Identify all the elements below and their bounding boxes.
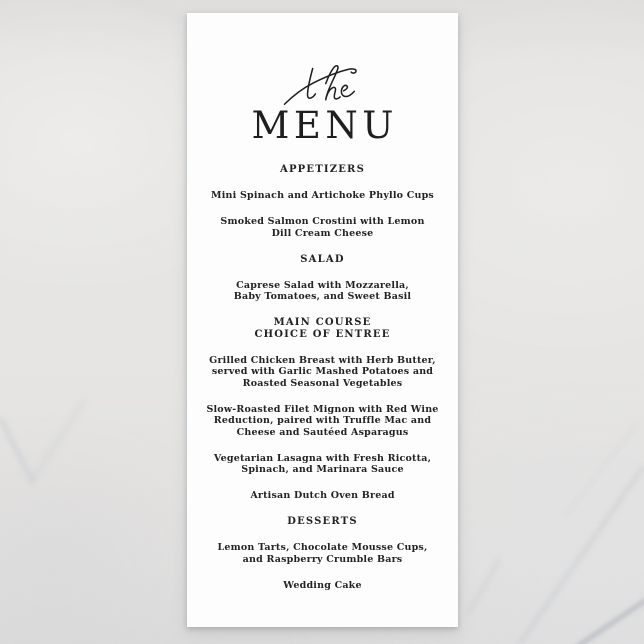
menu-item: Grilled Chicken Breast with Herb Butter, served with Garlic Mashed Potatoes and Roasted Seasonal Vegetables — [209, 354, 436, 389]
marble-vein — [0, 417, 35, 484]
menu-section-heading: MAIN COURSE CHOICE OF ENTREE — [254, 317, 391, 340]
menu-section-heading: SALAD — [300, 253, 345, 265]
marble-vein — [518, 464, 644, 644]
menu-section — [187, 164, 458, 239]
menu-body — [187, 164, 458, 591]
marble-vein — [467, 558, 502, 615]
menu-item: Lemon Tarts, Chocolate Mousse Cups, and Raspberry Crumble Bars — [217, 542, 428, 565]
menu-item: Smoked Salmon Crostini with Lemon Dill Cream Cheese — [220, 216, 425, 239]
marble-vein — [562, 423, 637, 519]
menu-title: MENU — [251, 104, 398, 147]
menu-item: Caprese Salad with Mozzarella, Baby Tomatoes, and Sweet Basil — [233, 279, 412, 302]
menu-section-heading: APPETIZERS — [280, 164, 365, 175]
menu-section-heading: DESSERTS — [287, 516, 358, 527]
menu-item: Vegetarian Lasagna with Fresh Ricotta, Spinach, and Marinara Sauce — [213, 452, 432, 475]
menu-section — [187, 516, 458, 591]
menu-item: Slow-Roasted Filet Mignon with Red Wine Reduction, paired with Truffle Mac and Cheese and Sautéed Asparagus — [206, 403, 439, 438]
menu-section — [187, 317, 458, 502]
menu-section — [187, 254, 458, 303]
marble-vein — [29, 398, 87, 484]
menu-card — [187, 13, 458, 627]
marble-vein — [574, 593, 644, 644]
title-script-the — [278, 63, 368, 107]
menu-item: Mini Spinach and Artichoke Phyllo Cups — [211, 190, 434, 201]
menu-item: Wedding Cake — [283, 579, 362, 591]
menu-item: Artisan Dutch Oven Bread — [250, 490, 395, 501]
